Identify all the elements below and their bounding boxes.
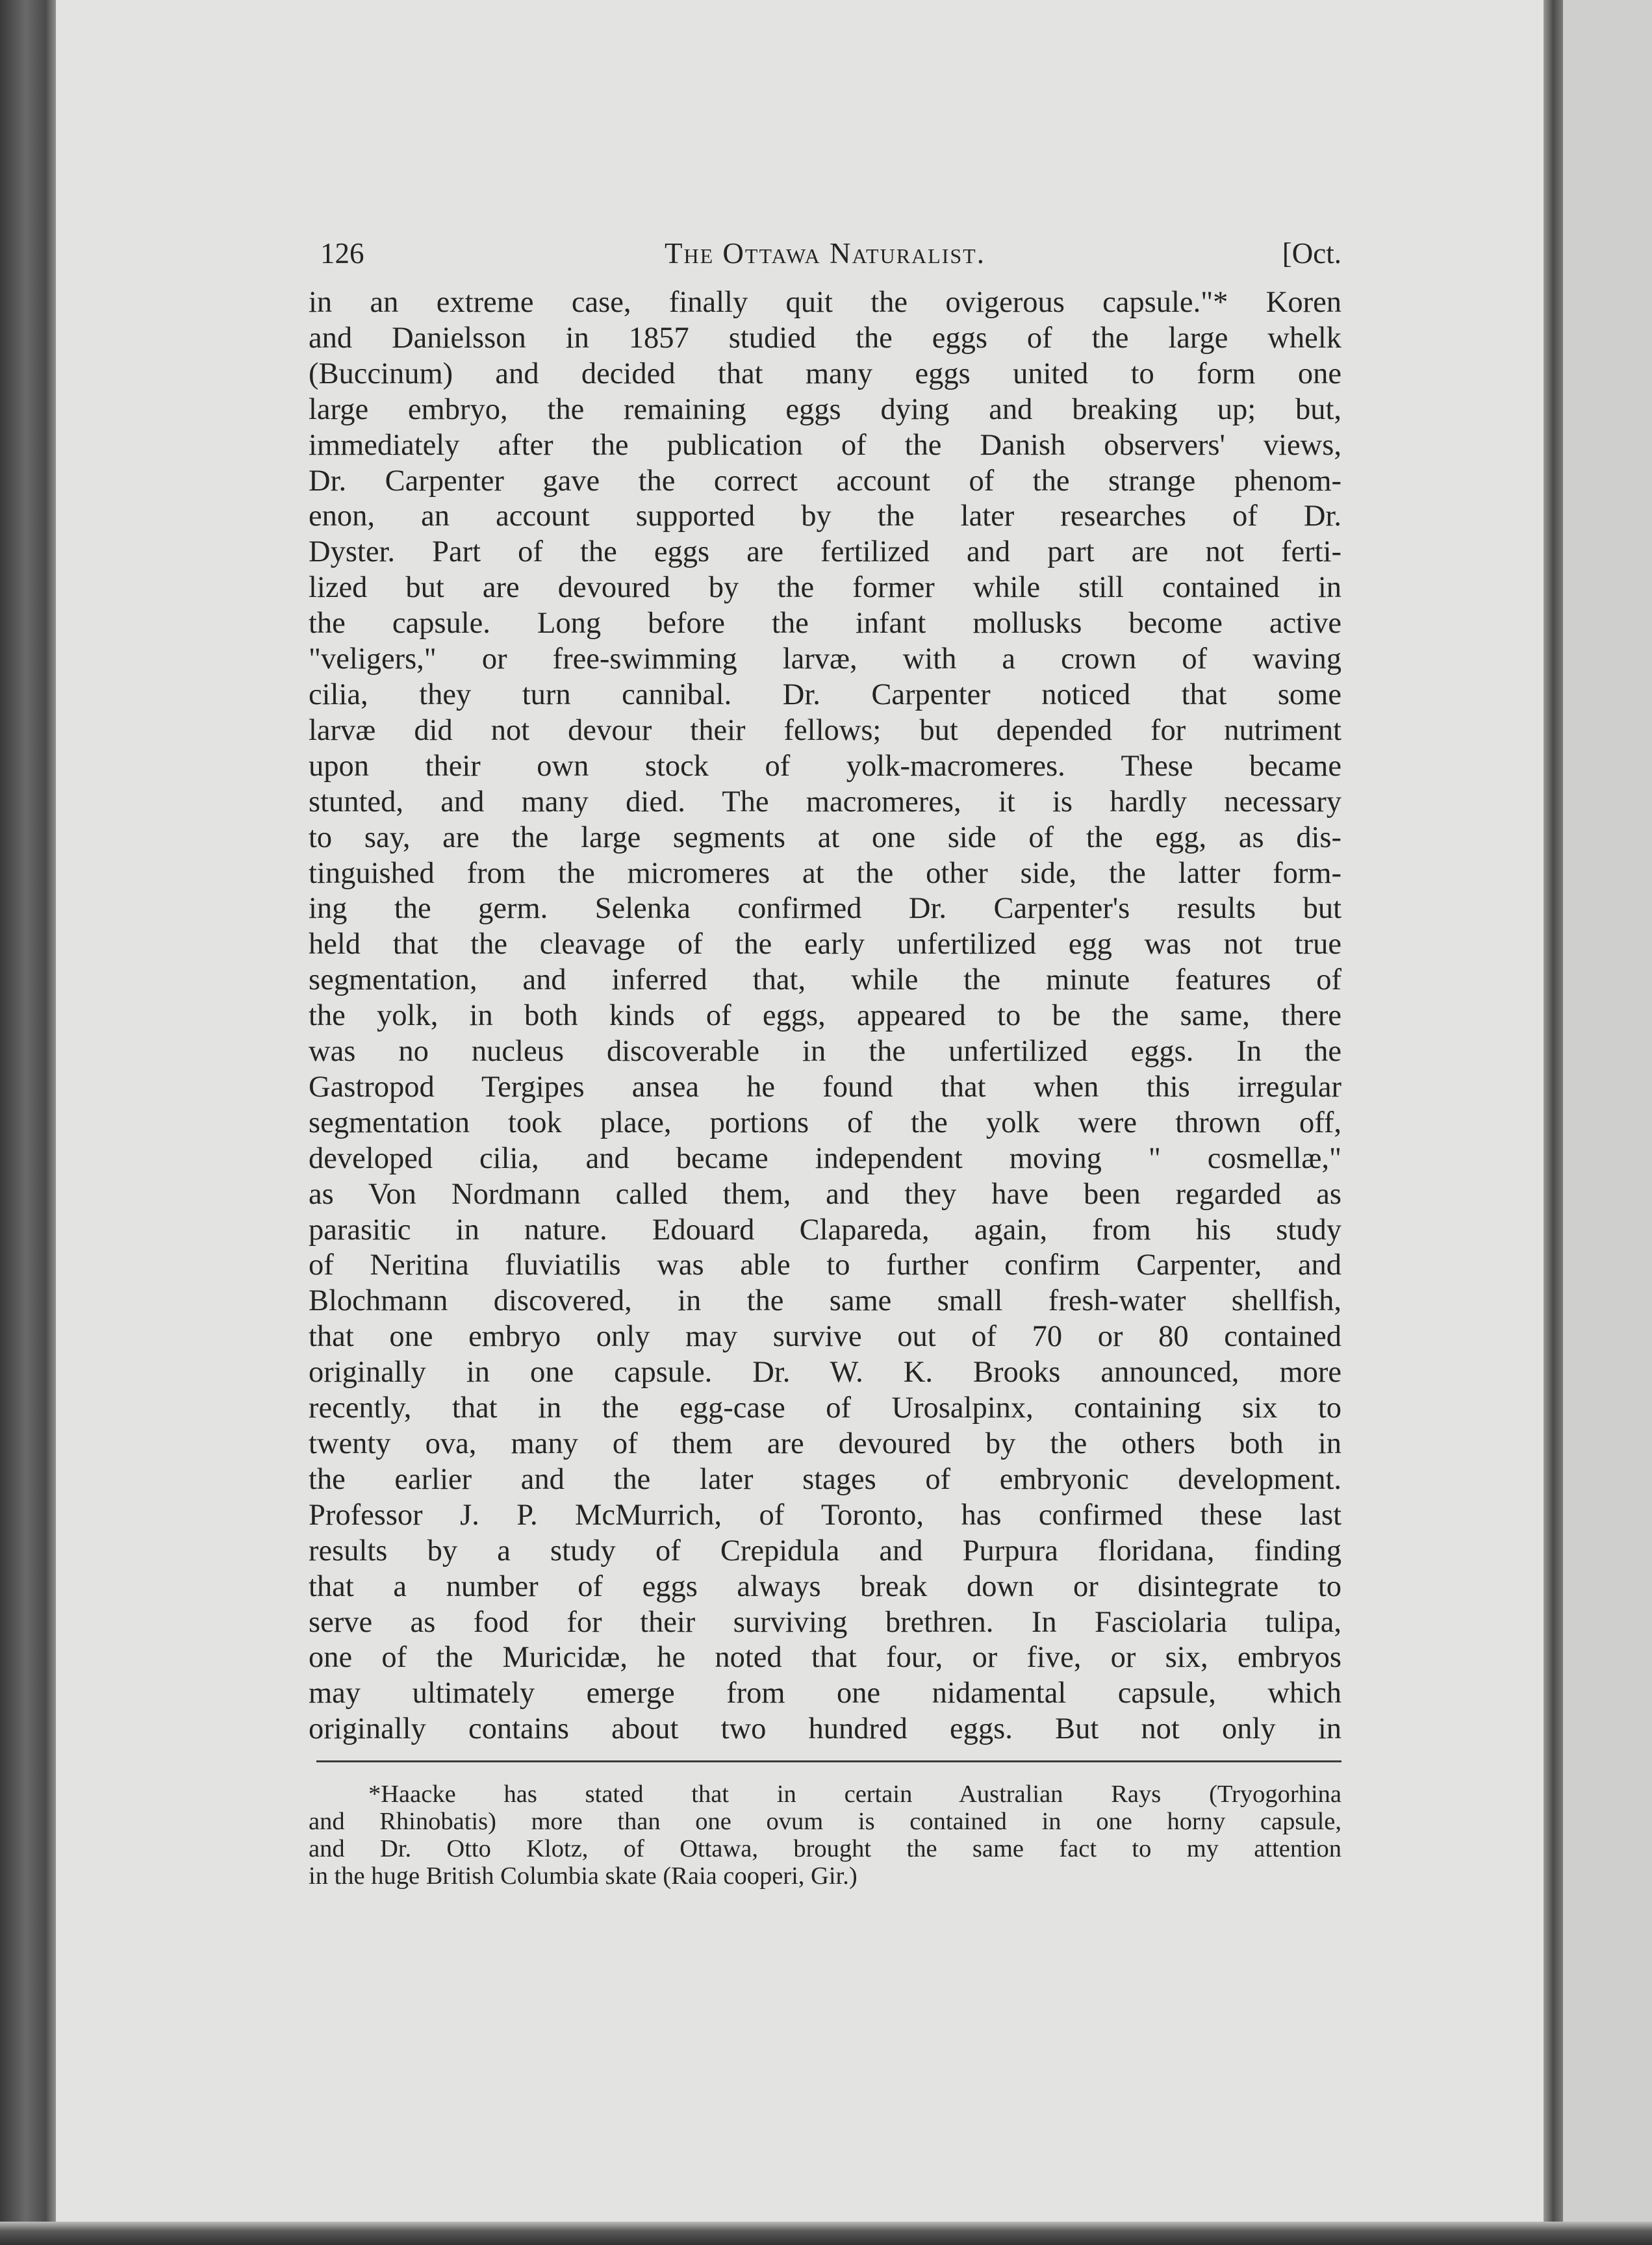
body-line: the earlier and the later stages of embryonic development. — [309, 1462, 1341, 1496]
footnote-line: and Rhinobatis) more than one ovum is contained in one horny capsule, — [309, 1808, 1341, 1836]
issue-month: [Oct. — [1282, 237, 1341, 270]
body-line: originally in one capsule. Dr. W. K. Brooks announced, more — [309, 1356, 1341, 1389]
body-line: that a number of eggs always break down or disintegrate to — [309, 1569, 1341, 1603]
body-line: larvæ did not devour their fellows; but depended for nutriment — [309, 713, 1341, 747]
body-line: immediately after the publication of the Danish observers' views, — [309, 428, 1341, 462]
footnote-line: and Dr. Otto Klotz, of Ottawa, brought the same fact to my attention — [309, 1835, 1341, 1863]
footnote-separator-rule — [316, 1760, 1341, 1762]
body-line: Blochmann discovered, in the same small fresh-water shellfish, — [309, 1284, 1341, 1318]
body-line: cilia, they turn cannibal. Dr. Carpenter noticed that some — [309, 678, 1341, 711]
body-line: one of the Muricidæ, he noted that four, or five, or six, embryos — [309, 1641, 1341, 1675]
body-line: (Buccinum) and decided that many eggs united to form one — [309, 357, 1341, 390]
running-header — [309, 231, 1341, 276]
footnote — [309, 1781, 1341, 1890]
body-line: upon their own stock of yolk-macromeres. These became — [309, 749, 1341, 783]
body-line: ing the germ. Selenka confirmed Dr. Carpenter's results but — [309, 892, 1341, 926]
body-line: tinguished from the micromeres at the other side, the latter form- — [309, 856, 1341, 890]
body-line: Dyster. Part of the eggs are fertilized and part are not ferti- — [309, 535, 1341, 569]
body-line: that one embryo only may survive out of 70 or 80 contained — [309, 1320, 1341, 1354]
body-line: twenty ova, many of them are devoured by the others both in — [309, 1427, 1341, 1460]
body-line: serve as food for their surviving brethren. In Fasciolaria tulipa, — [309, 1605, 1341, 1639]
body-line: stunted, and many died. The macromeres, it is hardly necessary — [309, 785, 1341, 818]
body-line: to say, are the large segments at one side of the egg, as dis- — [309, 820, 1341, 854]
footnote-line: *Haacke has stated that in certain Australian Rays (Tryogorhina — [368, 1781, 1341, 1808]
body-line: Dr. Carpenter gave the correct account of the strange phenom- — [309, 464, 1341, 498]
footnote-line: in the huge British Columbia skate (Raia cooperi, Gir.) — [309, 1862, 858, 1890]
page-edge-shadow — [1544, 0, 1563, 2245]
body-line: originally contains about two hundred eggs. But not only in — [309, 1712, 1341, 1746]
body-line: Gastropod Tergipes ansea he found that when this irregular — [309, 1070, 1341, 1104]
page-number: 126 — [320, 237, 364, 270]
body-line: of Neritina fluviatilis was able to further confirm Carpenter, and — [309, 1249, 1341, 1282]
body-line: was no nucleus discoverable in the unfertilized eggs. In the — [309, 1035, 1341, 1069]
body-line: and Danielsson in 1857 studied the eggs of the large whelk — [309, 321, 1341, 355]
body-line: "veligers," or free-swimming larvæ, with a crown of waving — [309, 642, 1341, 676]
body-line: results by a study of Crepidula and Purpura floridana, finding — [309, 1534, 1341, 1567]
body-line: lized but are devoured by the former while still contained in — [309, 571, 1341, 605]
document-page — [309, 231, 1341, 1890]
body-line: in an extreme case, finally quit the ovigerous capsule."* Koren — [309, 286, 1341, 319]
body-line: the capsule. Long before the infant mollusks become active — [309, 607, 1341, 641]
body-line: large embryo, the remaining eggs dying and breaking up; but, — [309, 392, 1341, 426]
body-line: recently, that in the egg-case of Urosalpinx, containing six to — [309, 1391, 1341, 1425]
body-line: the yolk, in both kinds of eggs, appeared to be the same, there — [309, 999, 1341, 1033]
next-page-strip — [1563, 0, 1652, 2245]
body-line: segmentation took place, portions of the yolk were thrown off, — [309, 1106, 1341, 1139]
body-line: Professor J. P. McMurrich, of Toronto, has confirmed these last — [309, 1498, 1341, 1532]
body-text — [309, 285, 1341, 1747]
body-line: held that the cleavage of the early unfertilized egg was not true — [309, 928, 1341, 961]
body-line: developed cilia, and became independent moving " cosmellæ," — [309, 1141, 1341, 1175]
body-line: enon, an account supported by the later researches of Dr. — [309, 500, 1341, 533]
running-title: The Ottawa Naturalist. — [665, 237, 985, 270]
book-binding-edge — [0, 0, 56, 2245]
body-line: may ultimately emerge from one nidamental capsule, which — [309, 1677, 1341, 1710]
body-line: as Von Nordmann called them, and they have been regarded as — [309, 1177, 1341, 1211]
body-line: segmentation, and inferred that, while the minute features of — [309, 963, 1341, 997]
body-line: parasitic in nature. Edouard Clapareda, again, from his study — [309, 1213, 1341, 1247]
scan-bottom-edge — [0, 2222, 1652, 2245]
